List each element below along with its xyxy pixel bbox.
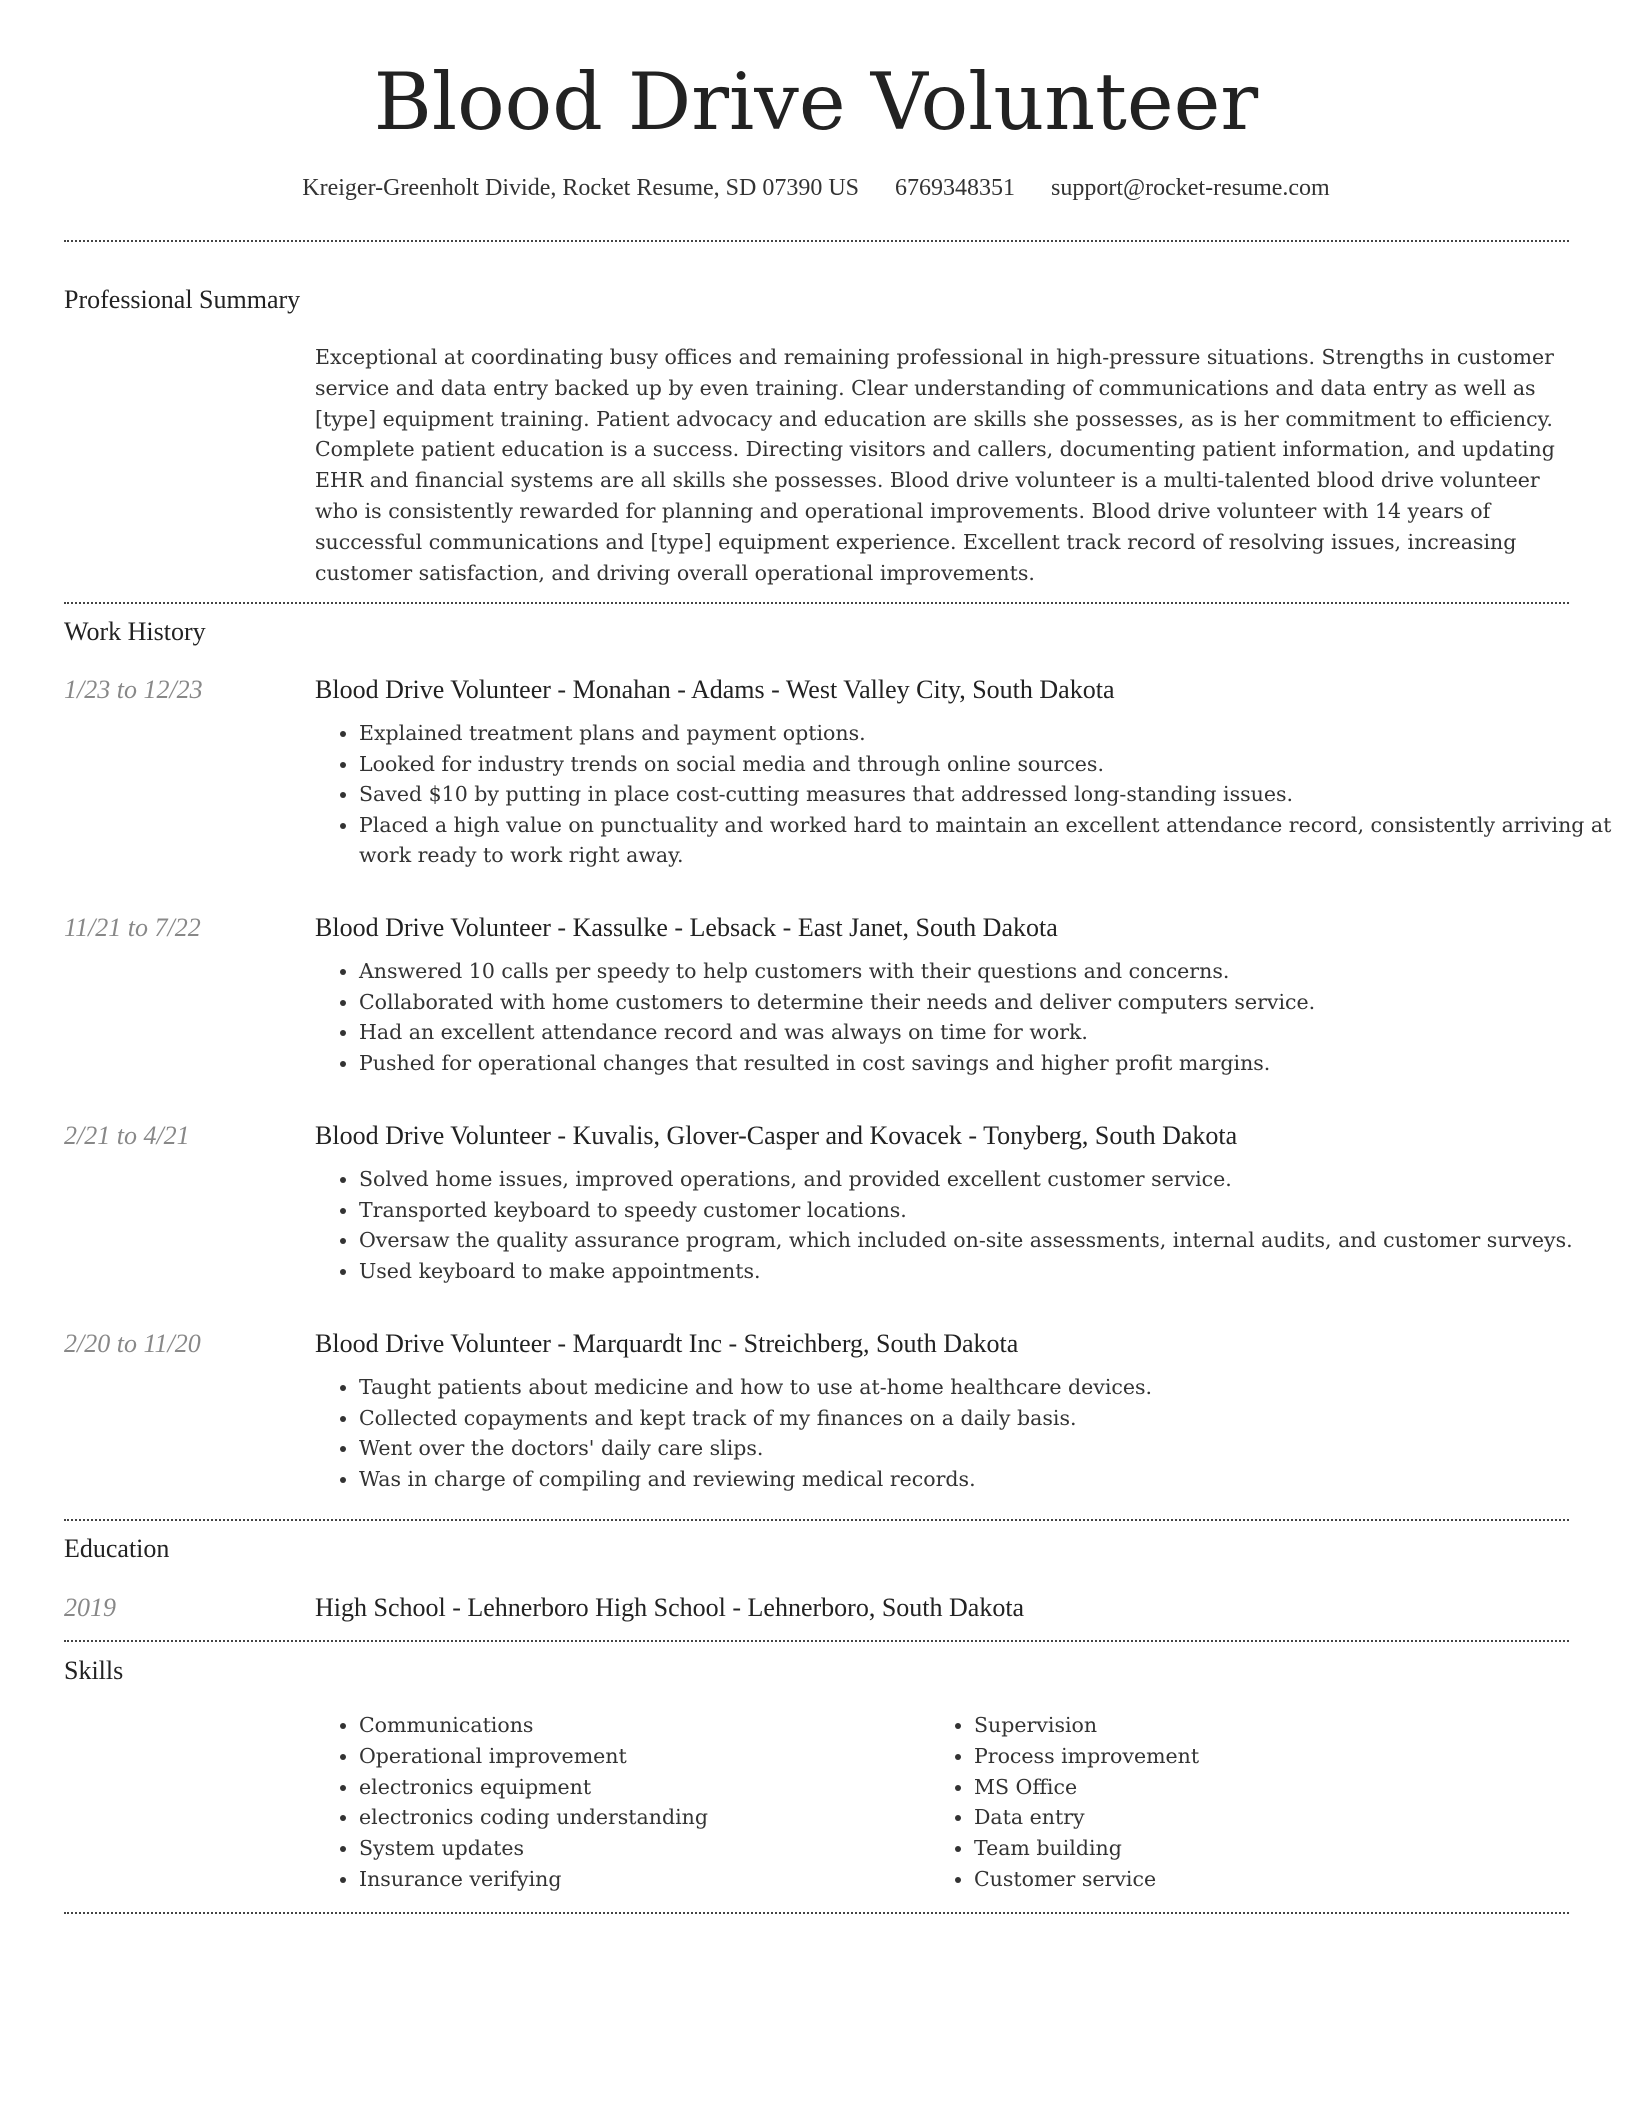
job-bullets (315, 1164, 1613, 1286)
job-bullet: • Collaborated with home customers to determine their needs and deliver computers service. (359, 987, 1613, 1018)
skill-item: • MS Office (974, 1772, 1199, 1803)
job-bullet: • Saved $10 by putting in place cost-cutting measures that addressed long-standing issues. (359, 779, 1613, 810)
job-bullets (315, 718, 1613, 871)
contact-email: support@rocket-resume.com (1051, 175, 1330, 201)
job-bullet: • Oversaw the quality assurance program, which included on-site assessments, internal audits, and customer surveys. (359, 1225, 1613, 1256)
skill-item: • Data entry (974, 1802, 1199, 1833)
job-date: 2/20 to 11/20 (64, 1329, 201, 1358)
summary-text: Exceptional at coordinating busy offices and remaining professional in high-pressure situations. Strengths in customer service and data entry backed up by even training. Clear understanding of communications and data entry as well as [type] equipment training. Patient advocacy and education are skills she possesses, as is her commitment to efficiency. Complete patient education is a success. Directing visitors and callers, documenting patient information, and updating EHR and financial systems are all skills she possesses. Blood drive volunteer is a multi-talented blood drive volunteer who is consistently rewarded for planning and operational improvements. Blood drive volunteer with 14 years of successful communications and [type] equipment experience. Excellent track record of resolving issues, increasing customer satisfaction, and driving overall operational improvements. (315, 345, 1555, 585)
contact-line (0, 170, 1632, 206)
job-title: Blood Drive Volunteer - Marquardt Inc - Streichberg, South Dakota (315, 1329, 1019, 1358)
contact-address: Kreiger-Greenholt Divide, Rocket Resume, SD 07390 US (302, 175, 860, 201)
job-bullet: • Had an excellent attendance record and was always on time for work. (359, 1017, 1613, 1048)
job-bullet: • Pushed for operational changes that resulted in cost savings and higher profit margins. (359, 1048, 1613, 1079)
job-bullet: • Was in charge of compiling and reviewing medical records. (359, 1464, 1613, 1495)
skill-item: • System updates (359, 1833, 708, 1864)
job-bullet: • Solved home issues, improved operations, and provided excellent customer service. (359, 1164, 1613, 1195)
divider (64, 240, 1569, 242)
job-date: 11/21 to 7/22 (64, 913, 201, 942)
job-bullet: • Taught patients about medicine and how to use at-home healthcare devices. (359, 1372, 1613, 1403)
job-date: 2/21 to 4/21 (64, 1121, 190, 1150)
job-bullets (315, 1372, 1613, 1494)
divider (64, 1640, 1569, 1642)
education-date: 2019 (64, 1593, 116, 1622)
job-title: Blood Drive Volunteer - Kassulke - Lebsack - East Janet, South Dakota (315, 913, 1058, 942)
job-bullet: • Used keyboard to make appointments. (359, 1256, 1613, 1287)
section-heading-summary: Professional Summary (64, 285, 301, 314)
job-bullet: • Went over the doctors' daily care slips. (359, 1433, 1613, 1464)
section-heading-education: Education (64, 1534, 170, 1563)
skill-item: • Team building (974, 1833, 1199, 1864)
job-bullet: • Placed a high value on punctuality and worked hard to maintain an excellent attendance record, consistently arriving at work ready to work right away. (359, 810, 1613, 871)
candidate-name: Blood Drive Volunteer (373, 56, 1259, 148)
divider (64, 1519, 1569, 1521)
job-bullet: • Explained treatment plans and payment options. (359, 718, 1613, 749)
divider (64, 602, 1569, 604)
job-bullet: • Answered 10 calls per speedy to help customers with their questions and concerns. (359, 956, 1613, 987)
section-heading-skills: Skills (64, 1656, 124, 1685)
job-bullet: • Transported keyboard to speedy customer locations. (359, 1195, 1613, 1226)
education-title: High School - Lehnerboro High School - Lehnerboro, South Dakota (315, 1593, 1025, 1622)
skill-item: • Process improvement (974, 1741, 1199, 1772)
skill-item: • Insurance verifying (359, 1864, 708, 1895)
divider (64, 1912, 1569, 1914)
job-date: 1/23 to 12/23 (64, 675, 203, 704)
job-title: Blood Drive Volunteer - Monahan - Adams - West Valley City, South Dakota (315, 675, 1115, 704)
skills-list-left (315, 1710, 708, 1895)
skill-item: • electronics equipment (359, 1772, 708, 1803)
skill-item: • Customer service (974, 1864, 1199, 1895)
job-bullet: • Looked for industry trends on social media and through online sources. (359, 749, 1613, 780)
skill-item: • electronics coding understanding (359, 1802, 708, 1833)
skill-item: • Supervision (974, 1710, 1199, 1741)
section-heading-work-history: Work History (64, 617, 206, 646)
job-title: Blood Drive Volunteer - Kuvalis, Glover-Casper and Kovacek - Tonyberg, South Dakota (315, 1121, 1238, 1150)
skill-item: • Operational improvement (359, 1741, 708, 1772)
skill-item: • Communications (359, 1710, 708, 1741)
contact-phone: 6769348351 (895, 175, 1016, 201)
job-bullet: • Collected copayments and kept track of my finances on a daily basis. (359, 1403, 1613, 1434)
job-bullets (315, 956, 1613, 1078)
skills-list-right (930, 1710, 1199, 1895)
